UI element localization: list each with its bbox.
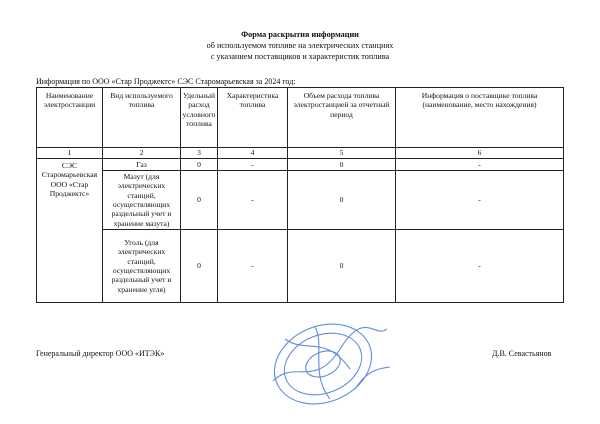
column-number-row xyxy=(37,148,564,159)
document-subtitle-line-1: об используемом топливе на электрических станциях xyxy=(206,41,394,50)
signatory-name: Д.В. Севастьянов xyxy=(492,349,552,358)
document-subtitle-line-2: с указанием поставщиков и характеристик топлива xyxy=(210,52,390,61)
column-number: 1 xyxy=(37,148,103,159)
volume-cell: 0 xyxy=(288,230,396,303)
characteristic-cell: - xyxy=(218,159,288,171)
fuel-type-cell: Газ xyxy=(103,159,181,171)
supplier-cell: - xyxy=(396,171,564,230)
header-cell: Удельный расход условного топлива xyxy=(181,88,218,148)
characteristic-cell: - xyxy=(218,171,288,230)
fuel-disclosure-table xyxy=(36,87,564,303)
station-name-cell: СЭС Старомарьевская ООО «Стар Проджектс» xyxy=(37,159,103,303)
header-cell: Наименование электростанции xyxy=(37,88,103,148)
column-number: 2 xyxy=(103,148,181,159)
header-cell: Объем расхода топлива электростанцией за отчетный период xyxy=(288,88,396,148)
info-line: Информация по ООО «Стар Проджектс» СЭС Старомарьевская за 2024 год: xyxy=(36,77,296,86)
fuel-type-cell: Мазут (для электрических станций, осуществляющих раздельный учет и хранение мазута) xyxy=(103,171,181,230)
fuel-type-cell: Уголь (для электрических станций, осуществляющих раздельный учет и хранение угля) xyxy=(103,230,181,303)
rate-cell: 0 xyxy=(181,159,218,171)
column-number: 5 xyxy=(288,148,396,159)
volume-cell: 0 xyxy=(288,159,396,171)
table-row xyxy=(37,159,564,171)
supplier-cell: - xyxy=(396,159,564,171)
table-header-row xyxy=(37,88,564,148)
header-cell: Информация о поставщике топлива (наименование, место нахождения) xyxy=(396,88,564,148)
rate-cell: 0 xyxy=(181,171,218,230)
table-row xyxy=(37,230,564,303)
supplier-cell: - xyxy=(396,230,564,303)
table-row xyxy=(37,171,564,230)
column-number: 6 xyxy=(396,148,564,159)
stamp-signature-icon xyxy=(255,319,395,409)
header-cell: Характеристика топлива xyxy=(218,88,288,148)
volume-cell: 0 xyxy=(288,171,396,230)
column-number: 4 xyxy=(218,148,288,159)
column-number: 3 xyxy=(181,148,218,159)
characteristic-cell: - xyxy=(218,230,288,303)
signatory-position: Генеральный директор ООО «ИТЭК» xyxy=(36,349,165,358)
document-title: Форма раскрытия информации xyxy=(241,30,359,39)
header-cell: Вид используемого топлива xyxy=(103,88,181,148)
rate-cell: 0 xyxy=(181,230,218,303)
